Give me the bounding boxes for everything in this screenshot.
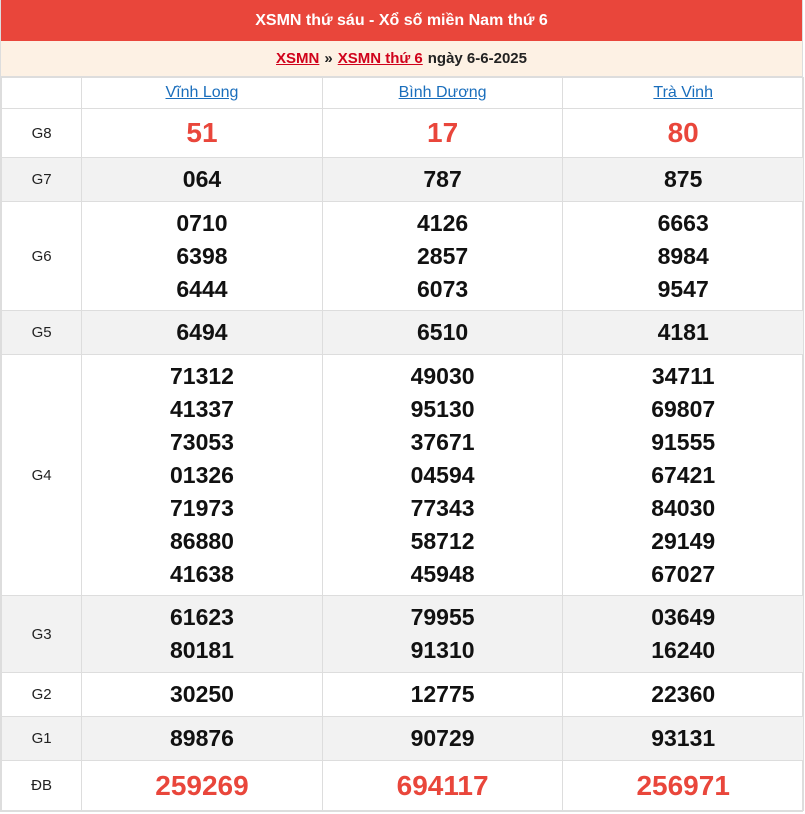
prize-number: 84030 <box>651 494 716 521</box>
prize-number: 6444 <box>176 275 228 302</box>
prize-row-g8 <box>2 109 804 158</box>
prize-number: 064 <box>82 158 323 202</box>
prize-number: 12775 <box>322 673 563 717</box>
prize-number: 9547 <box>657 275 709 302</box>
prize-number: 03649 <box>651 604 716 630</box>
prize-number: 04594 <box>410 461 475 488</box>
province-header <box>82 78 323 109</box>
prize-number: 0710 <box>176 209 228 236</box>
prize-number: 41337 <box>170 395 234 422</box>
prize-number: 80181 <box>170 637 234 663</box>
prize-cell <box>322 596 563 673</box>
prize-number: 58712 <box>410 527 475 554</box>
prize-number: 90729 <box>322 717 563 761</box>
prize-cell <box>322 202 563 311</box>
prize-number: 30250 <box>82 673 323 717</box>
prize-number: 29149 <box>651 527 716 554</box>
prize-number: 45948 <box>410 560 475 587</box>
prize-label: G7 <box>2 158 82 202</box>
prize-number: 6663 <box>657 209 709 236</box>
prize-cell <box>82 596 323 673</box>
prize-number: 67421 <box>651 461 716 488</box>
prize-number: 787 <box>322 158 563 202</box>
prize-number: 37671 <box>410 428 475 455</box>
province-header <box>322 78 563 109</box>
breadcrumb-link-xsmn[interactable]: XSMN <box>276 50 320 67</box>
prize-label: ĐB <box>2 761 82 811</box>
prize-number: 61623 <box>170 604 234 630</box>
prize-number: 22360 <box>563 673 804 717</box>
prize-row-g3 <box>2 596 804 673</box>
province-header-row <box>2 78 804 109</box>
prize-cell <box>563 596 804 673</box>
prize-row-special <box>2 761 804 811</box>
prize-number: 4126 <box>416 209 469 236</box>
prize-number: 67027 <box>651 560 716 587</box>
breadcrumb-date: ngày 6-6-2025 <box>427 50 527 67</box>
prize-row-g2 <box>2 673 804 717</box>
prize-number: 86880 <box>170 527 234 554</box>
prize-cell <box>563 202 804 311</box>
results-table <box>1 77 804 811</box>
prize-row-g4 <box>2 355 804 596</box>
prize-number: 71312 <box>170 362 234 389</box>
prize-number: 01326 <box>170 461 234 488</box>
prize-number: 89876 <box>82 717 323 761</box>
prize-row-g1 <box>2 717 804 761</box>
prize-number: 51 <box>82 109 323 158</box>
prize-number: 6073 <box>416 275 469 302</box>
province-link-binh-duong[interactable]: Bình Dương <box>398 84 487 101</box>
prize-number: 49030 <box>410 362 475 389</box>
prize-cell <box>322 355 563 596</box>
prize-number: 4181 <box>563 311 804 355</box>
province-header <box>563 78 804 109</box>
breadcrumb-link-xsmn-friday[interactable]: XSMN thứ 6 <box>337 50 423 67</box>
prize-cell <box>82 355 323 596</box>
prize-label: G8 <box>2 109 82 158</box>
prize-number: 77343 <box>410 494 475 521</box>
prize-number: 91555 <box>651 428 716 455</box>
prize-number: 69807 <box>651 395 716 422</box>
prize-number: 6398 <box>176 242 228 269</box>
province-link-tra-vinh[interactable]: Trà Vinh <box>653 84 713 101</box>
prize-number: 6510 <box>322 311 563 355</box>
breadcrumb <box>1 41 802 77</box>
prize-label: G5 <box>2 311 82 355</box>
prize-label: G6 <box>2 202 82 311</box>
prize-row-g5 <box>2 311 804 355</box>
page-title: XSMN thứ sáu - Xổ số miền Nam thứ 6 <box>1 0 802 41</box>
prize-row-g6 <box>2 202 804 311</box>
prize-number: 91310 <box>410 637 475 663</box>
prize-number: 73053 <box>170 428 234 455</box>
special-prize-number: 694117 <box>322 761 563 811</box>
province-link-vinh-long[interactable]: Vĩnh Long <box>165 84 239 101</box>
prize-number: 6494 <box>82 311 323 355</box>
prize-number: 41638 <box>170 560 234 587</box>
prize-label: G1 <box>2 717 82 761</box>
prize-number: 71973 <box>170 494 234 521</box>
prize-cell <box>563 355 804 596</box>
prize-cell <box>82 202 323 311</box>
prize-label: G3 <box>2 596 82 673</box>
prize-number: 93131 <box>563 717 804 761</box>
prize-label: G2 <box>2 673 82 717</box>
breadcrumb-separator: » <box>324 50 333 67</box>
special-prize-number: 259269 <box>82 761 323 811</box>
prize-number: 79955 <box>410 604 475 630</box>
prize-number: 8984 <box>657 242 709 269</box>
prize-number: 34711 <box>651 362 715 389</box>
prize-number: 95130 <box>410 395 475 422</box>
prize-number: 80 <box>563 109 804 158</box>
prize-row-g7 <box>2 158 804 202</box>
special-prize-number: 256971 <box>563 761 804 811</box>
prize-number: 17 <box>322 109 563 158</box>
prize-label: G4 <box>2 355 82 596</box>
prize-number: 875 <box>563 158 804 202</box>
prize-number: 16240 <box>651 637 716 663</box>
header-empty-cell <box>2 78 82 109</box>
prize-number: 2857 <box>416 242 469 269</box>
